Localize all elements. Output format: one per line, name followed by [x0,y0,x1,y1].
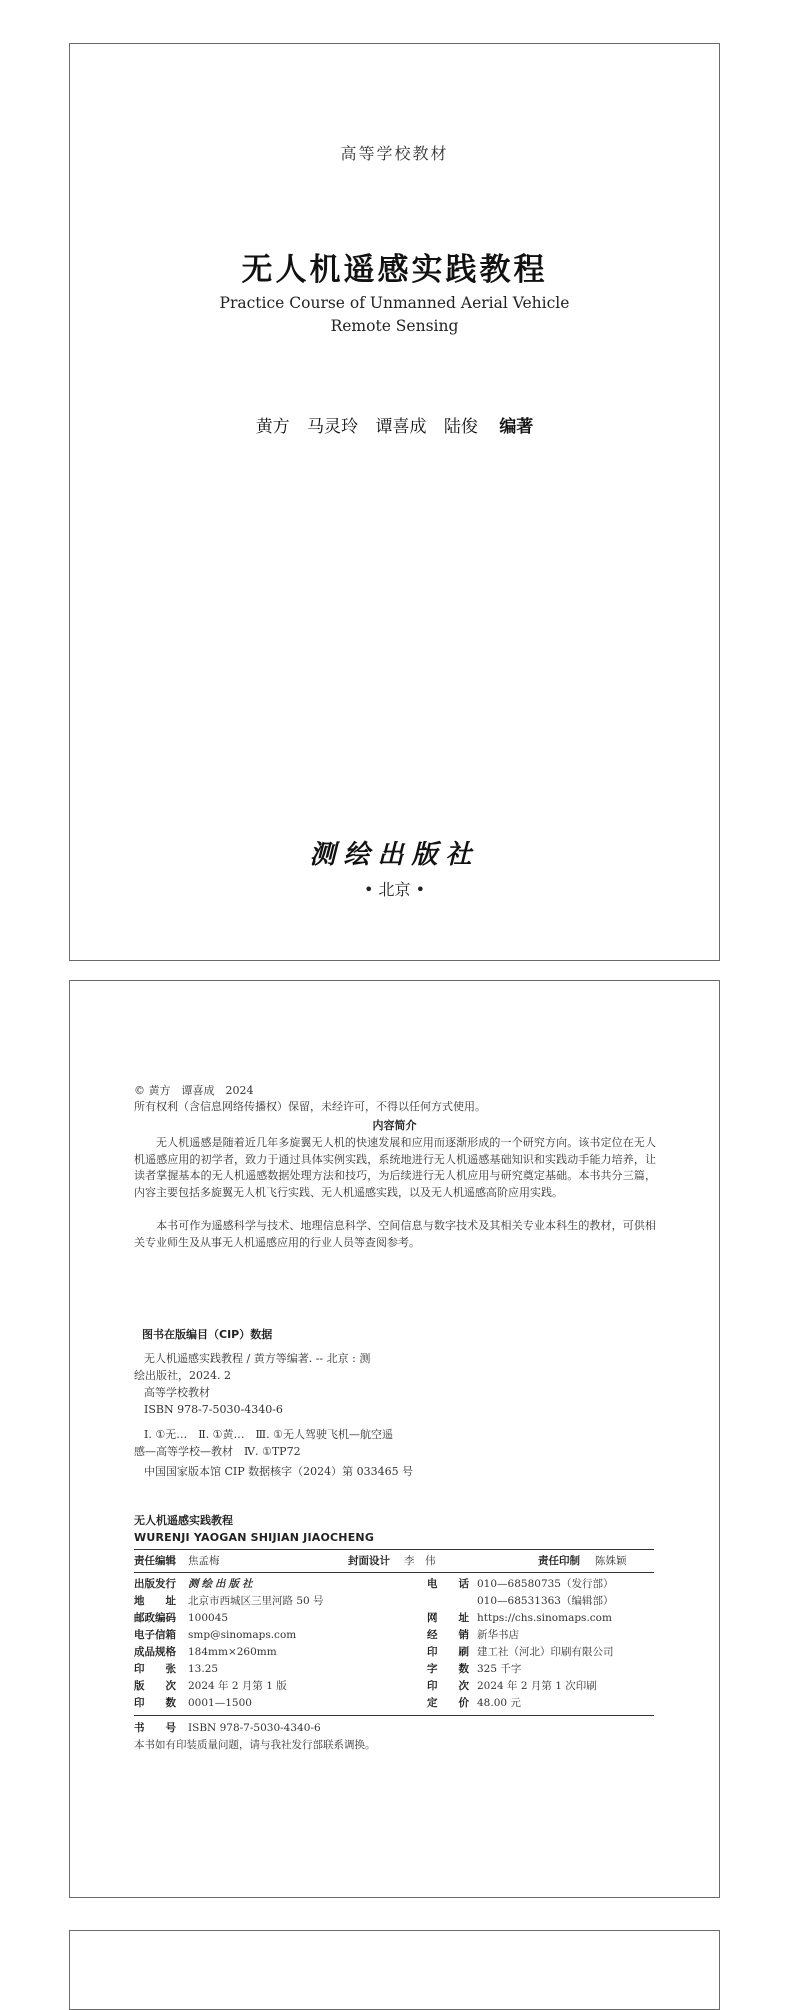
editor-label: 责任编辑 [134,1555,176,1567]
rule-top [134,1549,654,1550]
print-manager-name: 陈姝颖 [595,1555,627,1567]
info-right-value-3: https://chs.sinomaps.com [477,1612,612,1624]
info-right-value-6: 325 千字 [477,1663,522,1675]
info-right-label-8: 定 价 [427,1697,469,1709]
info-left-value-3: 100045 [188,1612,229,1624]
info-right-value-8: 48.00 元 [477,1697,521,1709]
author-1: 黄方 [255,417,290,437]
info-left-label-3: 邮政编码 [134,1612,176,1624]
info-left-value-8: 0001—1500 [188,1697,252,1709]
info-right-label-4: 经 销 [427,1629,469,1641]
info-right-label-6: 字 数 [427,1663,469,1675]
info-left-value-2: 北京市西城区三里河路 50 号 [188,1595,324,1607]
cip-line-6: 感—高等学校—教材 Ⅳ. ①TP72 [134,1445,301,1458]
info-left-value-6: 13.25 [188,1663,219,1675]
info-right-value-4: 新华书店 [477,1629,519,1641]
copyright-line: © 黄方 谭喜成 2024 [134,1084,254,1097]
info-right-label-3: 网 址 [427,1612,469,1624]
rights-statement: 所有权利（含信息网络传播权）保留，未经许可，不得以任何方式使用。 [134,1100,486,1113]
cip-line-3: 高等学校教材 [144,1386,210,1399]
cover-designer-name: 李 伟 [404,1555,436,1567]
series-label: 高等学校教材 [340,144,449,163]
summary-paragraph-1: 无人机遥感是随着近几年多旋翼无人机的快速发展和应用而逐渐形成的一个研究方向。该书定位在无人机遥感应用的初学者，致力于通过具体实例实践，系统地进行无人机遥感基础知识和实践动手能力培养，让读者掌握基本的无人机遥感数据处理方法和技巧，为后续进行无人机应用与研究奠定基础。本书共分三篇，内容主要包括多旋翼无人机飞行实践、无人机遥感实践，以及无人机遥感高阶应用实践。 [134,1136,656,1199]
info-right-value-5: 建工社（河北）印刷有限公司 [477,1646,614,1658]
info-left-label-1: 出版发行 [134,1578,176,1590]
info-left-value-4: smp@sinomaps.com [188,1629,297,1641]
info-left-label-4: 电子信箱 [134,1629,176,1641]
author-3: 谭喜成 [375,417,427,437]
info-right-label-1: 电 话 [427,1578,469,1590]
author-role: 编著 [499,417,534,437]
rule-middle [134,1572,654,1573]
author-2: 马灵玲 [307,417,359,437]
imprint-title-pinyin: WURENJI YAOGAN SHIJIAN JIAOCHENG [134,1531,375,1544]
copyright-page [69,980,720,1898]
info-left-label-8: 印 数 [134,1697,176,1709]
authors [70,412,719,437]
book-title-cn: 无人机遥感实践教程 [241,252,548,288]
rule-bottom [134,1715,654,1716]
info-left-value-5: 184mm×260mm [188,1646,277,1658]
info-right-label-7: 印 次 [427,1680,469,1692]
info-left-label-7: 版 次 [134,1680,176,1692]
isbn-value: ISBN 978-7-5030-4340-6 [188,1722,321,1734]
print-manager-label: 责任印制 [538,1555,580,1567]
publisher-city: • 北京 • [363,880,426,899]
info-right-value-1: 010—68580735（发行部） [477,1578,614,1590]
info-right-label-5: 印 刷 [427,1646,469,1658]
info-right-value-2: 010—68531363（编辑部） [477,1595,614,1607]
publisher-logo: 测绘出版社 [309,840,480,870]
cip-line-7: 中国国家版本馆 CIP 数据核字（2024）第 033465 号 [144,1465,414,1478]
info-right-value-7: 2024 年 2 月第 1 次印刷 [477,1680,597,1692]
cip-line-5: Ⅰ. ①无… Ⅱ. ①黄… Ⅲ. ①无人驾驶飞机—航空遥 [144,1428,393,1441]
author-4: 陆俊 [443,417,478,437]
book-title-en-line2: Remote Sensing [330,317,459,335]
book-title-en [70,292,719,338]
summary-heading: 内容简介 [372,1119,417,1132]
cip-heading: 图书在版编目（CIP）数据 [142,1328,273,1341]
summary-paragraph-2: 本书可作为遥感科学与技术、地理信息科学、空间信息与数字技术及其相关专业本科生的教材，可供相关专业师生及从事无人机遥感应用的行业人员等查阅参考。 [134,1219,656,1249]
info-left-value-1: 测绘出版社 [188,1578,256,1590]
info-left-label-2: 地 址 [134,1595,176,1607]
info-left-value-7: 2024 年 2 月第 1 版 [188,1680,287,1692]
quality-notice: 本书如有印装质量问题，请与我社发行部联系调换。 [134,1739,376,1751]
info-left-label-5: 成品规格 [134,1646,176,1658]
isbn-label: 书 号 [134,1722,176,1734]
book-title-en-line1: Practice Course of Unmanned Aerial Vehicle [219,294,570,312]
cip-line-2: 绘出版社，2024. 2 [134,1369,231,1382]
editor-name: 焦孟梅 [188,1555,220,1567]
cover-design-label: 封面设计 [348,1555,390,1567]
cip-line-1: 无人机遥感实践教程 / 黄方等编著. -- 北京 : 测 [144,1352,371,1365]
next-page-partial [69,1930,720,2010]
info-left-label-6: 印 张 [134,1663,176,1675]
cip-line-4: ISBN 978-7-5030-4340-6 [144,1403,283,1416]
title-page [69,43,720,961]
imprint-title-cn: 无人机遥感实践教程 [134,1514,233,1527]
